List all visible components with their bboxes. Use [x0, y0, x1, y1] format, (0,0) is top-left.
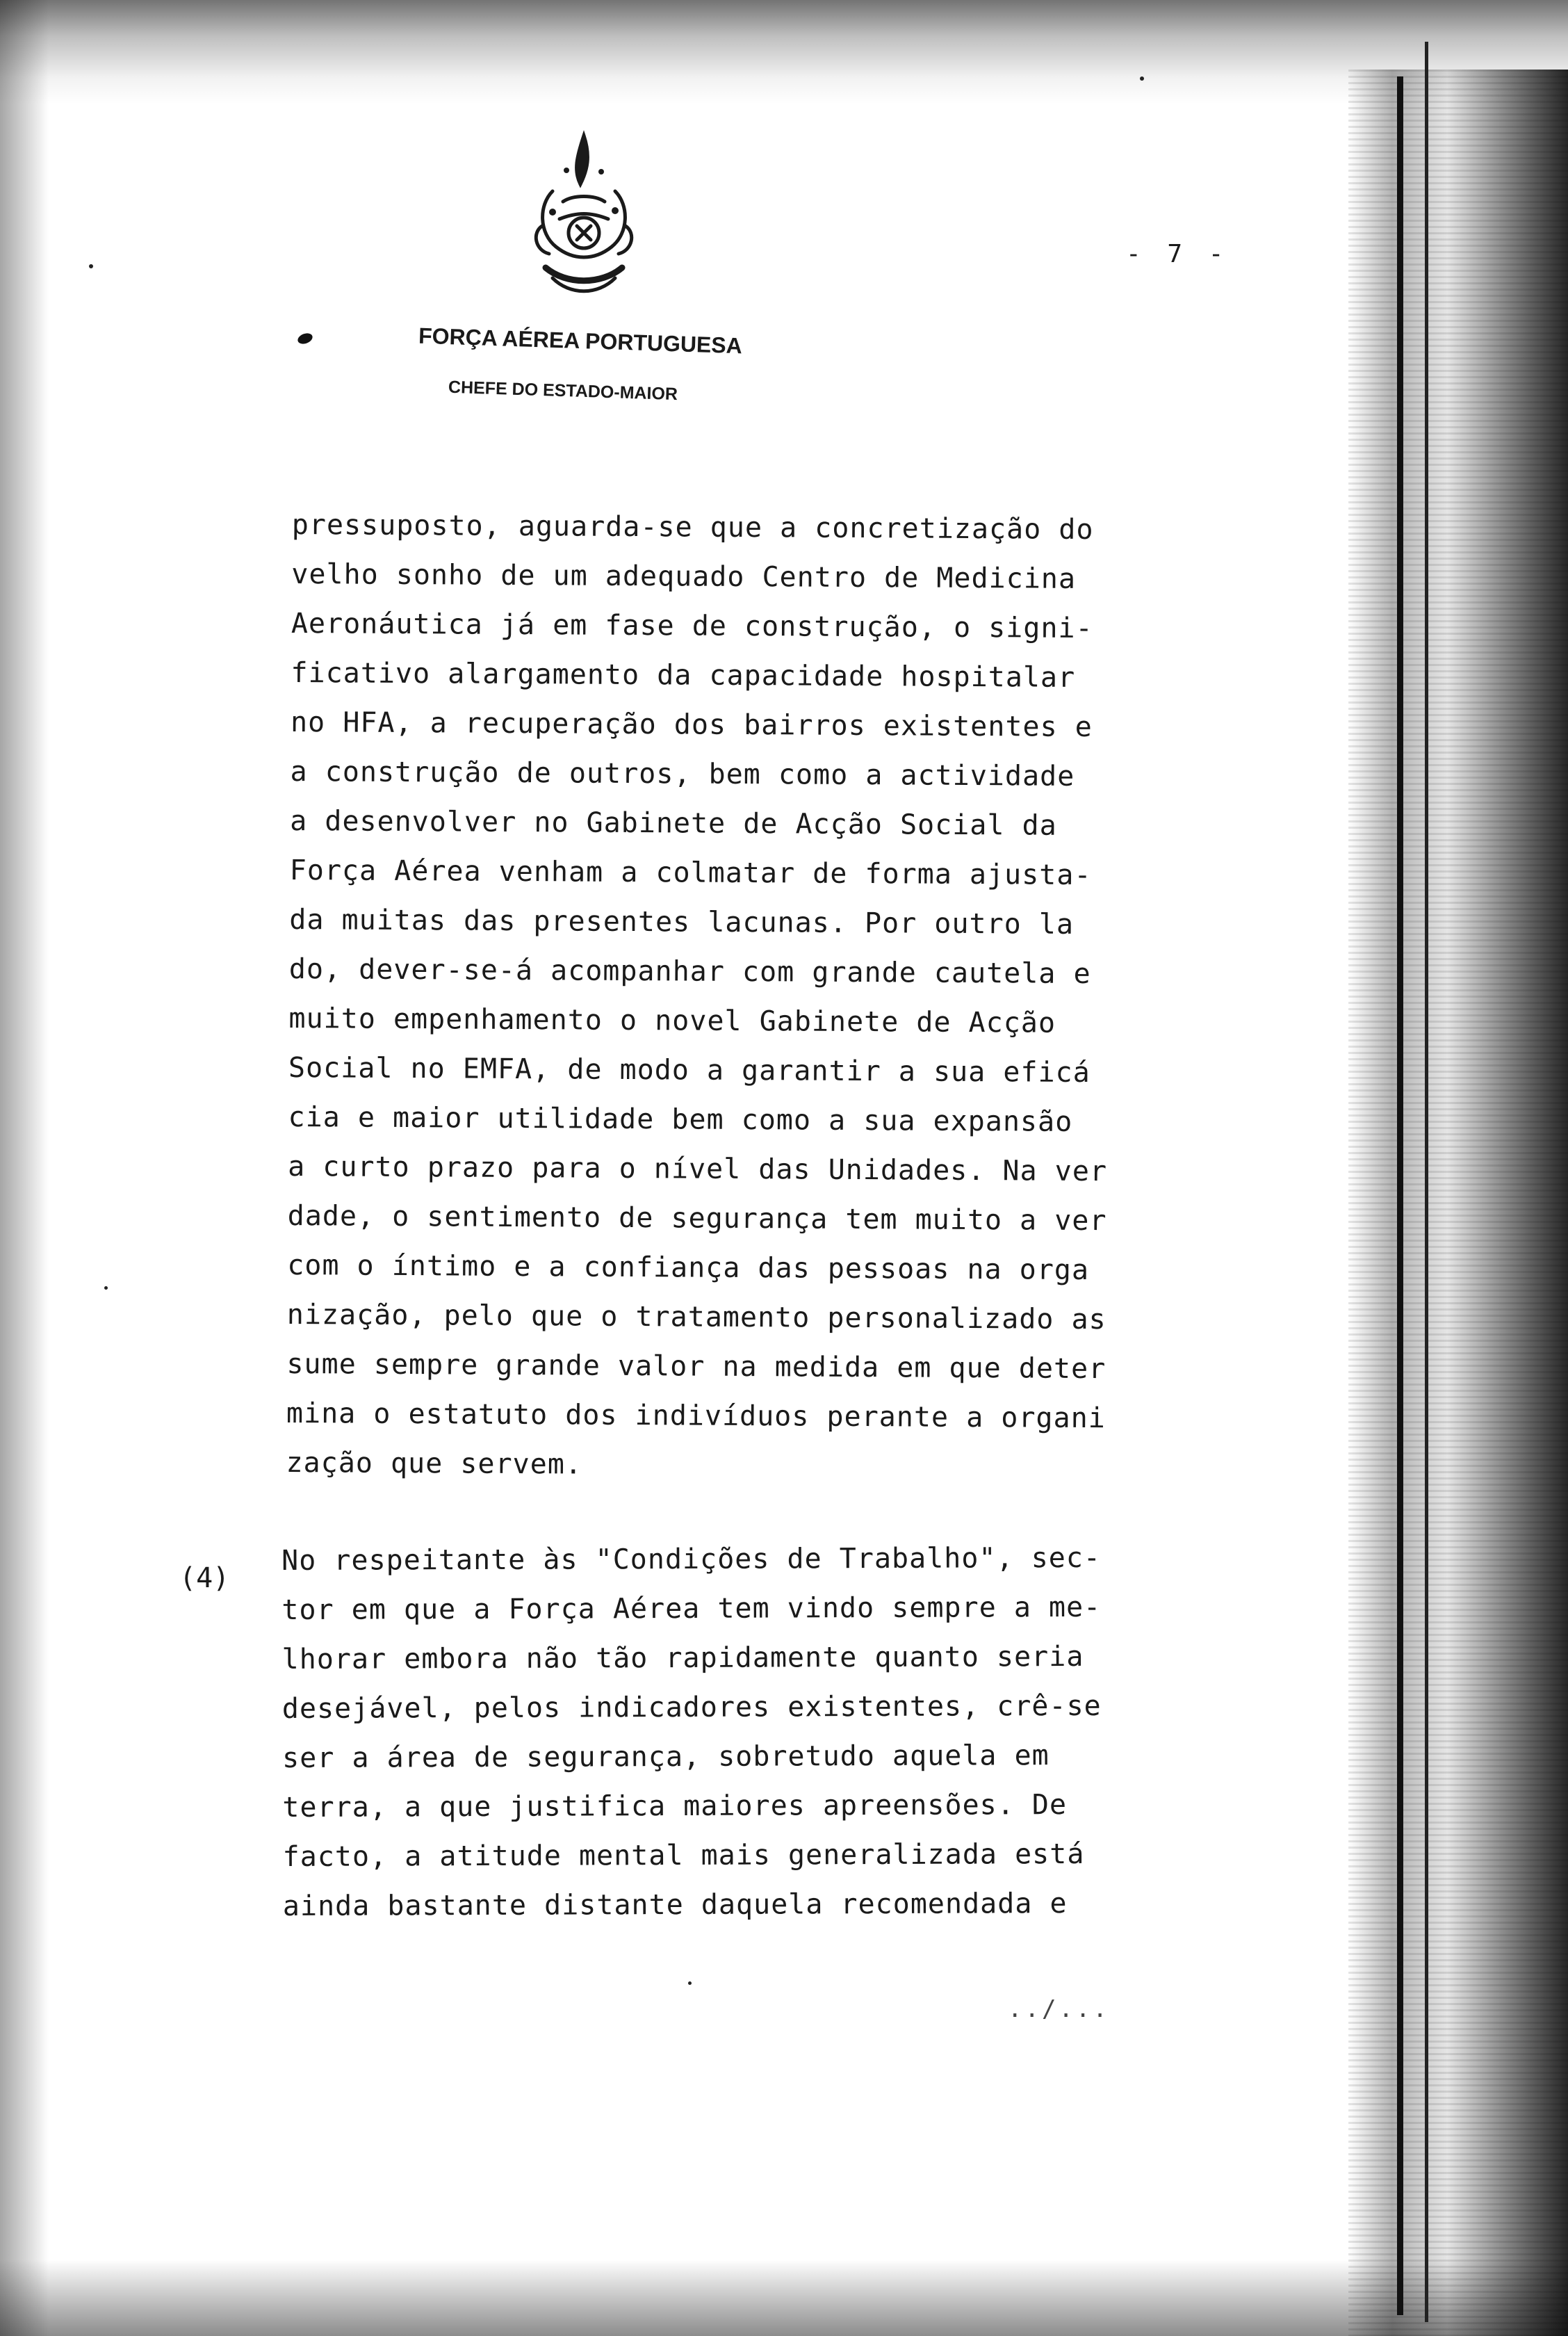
organization-name: FORÇA AÉREA PORTUGUESA	[418, 323, 743, 359]
binding-edge	[1348, 70, 1568, 2336]
ink-mark	[296, 332, 313, 346]
scan-shadow-top	[0, 0, 1568, 104]
binding-line	[1397, 76, 1403, 2315]
binding-line-outer	[1425, 42, 1428, 2322]
scan-speck	[688, 1981, 692, 1985]
item-text: No respeitante às "Condições de Trabalho", sec- tor em que a Força Aérea tem vindo sempre a me- lhorar embora não tão rapidamente quanto seria desejável, pelos indicadores existentes, crê-se ser a área de segurança, sobretudo aquela em terra, a que justifica maiores apreensões. De facto, a atitude mental mais generalizada está ainda bastante distante daquela recomendada e	[281, 1541, 1102, 1922]
paragraph-text: pressuposto, aguarda-se que a concretização do velho sonho de um adequado Centro de Medicina Aeronáutica já em fase de construção, o signi- ficativo alargamento da capacidade hospitalar no HFA, a recuperação dos bairros existentes e a construção de outros, bem como a actividade a desenvolver no Gabinete de Acção Social da Força Aérea venham a colmatar de forma ajusta- da muitas das presentes lacunas. Por outro la do, dever-se-á acompanhar com grande cautela e muito empenhamento o novel Gabinete de Acção Social no EMFA, de modo a garantir a sua eficá cia e maior utilidade bem como a sua expansão a curto prazo para o nível das Unidades. Na ver dade, o sentimento de segurança tem muito a ver com o íntimo e a confiança das pessoas na orga nização, pelo que o tratamento personalizado as sume sempre grande valor na medida em que deter mina o estatuto dos indivíduos perante a organi zação que servem.	[286, 508, 1108, 1481]
item-number: (4)	[179, 1562, 230, 1594]
scan-speck	[89, 264, 93, 268]
air-force-crest-icon	[511, 129, 657, 309]
office-name: CHEFE DO ESTADO-MAIOR	[448, 377, 678, 405]
scan-shadow-left	[0, 0, 49, 2336]
scan-speck	[104, 1286, 108, 1290]
page-number: - 7 -	[1126, 240, 1230, 268]
continuation-mark: ../...	[1008, 1995, 1110, 2023]
scan-speck	[1140, 76, 1144, 81]
scan-shadow-bottom	[0, 2260, 1568, 2336]
